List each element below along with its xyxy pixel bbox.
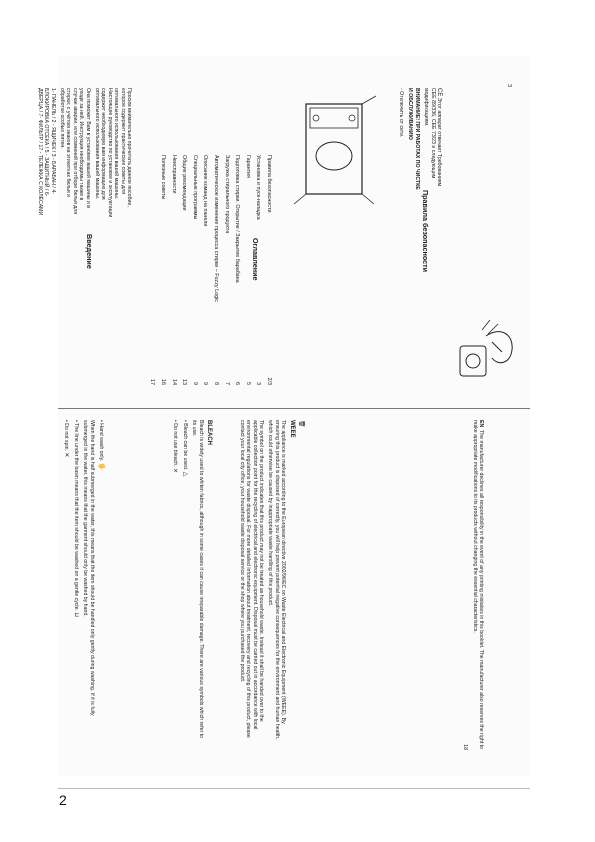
toc-row: Установка и пуск-наладка 3 [255,155,262,385]
page-fold-line [58,408,530,409]
basin-icon: ⊔ [72,612,79,618]
safety-text: Этот аппарат отвечает Требованиям CEE 89/336, CEE 73/23 и следующим модификациям. [423,88,442,187]
toc-row: Автоматическое изменение процесса стирки – Fuzzy Logic 8 [213,155,220,385]
line-bottom-text: • The line under the basin means that the item should be washed on a gentle cycle. [72,420,79,611]
page-number-3: 3 [506,84,512,88]
parts-legend: 1- ПАНЕЛЬ / 2 - ЯЩИЧЕК / 3 - БАРАБАН / 4- БЛОКИРОВКА ОТСЕКА / 5 - ЗАЩИТНЫЙ / 6- ДВЕРЦА / 7- ФИЛЬТР / 17 - ТЕЛЕЖКА С КОЛЁСАМИ [36,88,56,216]
toc-row: Специальные программы 9 [191,155,198,385]
toc-row: Описание команд на панели 9 [202,155,209,385]
disclaimer-block [459,420,484,750]
toc-row: Общие рекомендации 13 [181,155,188,385]
toc-row: Гарантия 5 [244,155,251,385]
bleach-text: Bleach is widely used to whiten fabrics, although in some cases it can cause irreparable damage. There are various symbols which refer to its use. [191,420,204,738]
safety-item: - Отключить от сети. [397,88,404,138]
safety-heading: Правила безопасности [421,190,430,273]
disclaimer-text: The manufacturer declines all responsibility in the event of any printing mistakes in this booklet. The manufacturer also reserves the right to make appropriate modifications to its products without changing the essential characteristics. [471,420,484,749]
ce-mark-icon: CE [436,88,442,97]
care-symbols-block [60,420,104,730]
toc-row: Подготовка стирки. Открытие / Закрытие барабана 6 [234,155,241,385]
page-number: 2 [59,792,67,808]
intro-text-2: Она поможет Вам в установке вашей машины и в уходе за ней. Инструкция необходимы также в случае аварии, или сомнений при отборе белья для стирки; с учётом знаков на этикетках белья и обработки особых пятен. [58,88,91,215]
bleach-block [169,420,214,740]
crossed-spin-icon: ✕ [63,452,70,458]
triangle-icon: △ [181,471,188,477]
toc-row: Неисправности 14 [170,155,177,385]
toc-row: Загрузка стирального продукта 7 [223,155,230,385]
hand-wash-icon: 🖐 [98,462,104,471]
safety-warning: ВНИМАНИЕ! ПРИ РАБОТАХ ПО ЧИСТКЕ И ОБСЛУЖИВАНИЮ [407,88,420,190]
safety-block [395,88,442,193]
toc-row: 17 [149,379,156,385]
intro-text: Просим внимательно прочитать данное пособие, которое содержит практические советы для оптимального использования вашей машины. Настоящее руководство по установке и эксплуатации содержит необходимую вам информацию для оптимального использования вашей машины. [93,88,132,218]
bleach-heading: BLEACH [206,420,212,445]
page-number-18: 18 [462,744,469,750]
footer-rule [58,788,530,789]
weee-text-2: The symbol on the product indicates that this product may not be treated as household waste. Instead it shall be handed over to the applicable collection point for the recycling of electrical and electronic equipment. Disposal must be carried out in accordance with local environmental regulations for waste disposal. For more detailed information about treatment, recovery and recycling of this product, please contact your local city office, your household waste disposal service or the shop where you purchased the product. [238,420,264,738]
crossed-triangle-icon: ⨯ [172,467,179,473]
en-label: EN [478,420,484,428]
hand-wash-label: • Hand wash only. [98,420,104,462]
weee-block [235,420,304,740]
unplug-illustration [452,306,522,386]
bleach-can-text: • Bleach can be used. [181,420,188,471]
hand-wash-text: When the hand is half submerged in the water, this means that the item should be handled only gently during washing. If it is fully submerged in the water, this means that the garment should only be washed by hand. [82,420,95,716]
bleach-no-text: • Do not use bleach. [172,420,179,467]
table-of-contents [147,155,274,385]
crossed-bin-icon: 🗑 [298,420,304,428]
weee-heading: WEEE [288,420,295,438]
toc-row: Полезные советы 16 [160,155,167,385]
toc-row: Правила безопасности 2/3 [266,155,272,385]
washing-machine-illustration [286,94,378,214]
do-not-spin-text: • Do not spin. [63,420,70,451]
intro-heading: Введение [85,234,94,269]
intro-block [33,88,132,218]
toc-heading: Оглавление [251,238,260,281]
weee-text: The appliance is marked according to the European directive 2002/96/EC on Waste Electrical and Electronic Equipment (WEEE). By ensuring this product is disposed of correctly, you will help prevent potential negative consequences for the environment and human health, which could otherwise be caused by inappropriate waste handling of this product. [267,420,287,740]
